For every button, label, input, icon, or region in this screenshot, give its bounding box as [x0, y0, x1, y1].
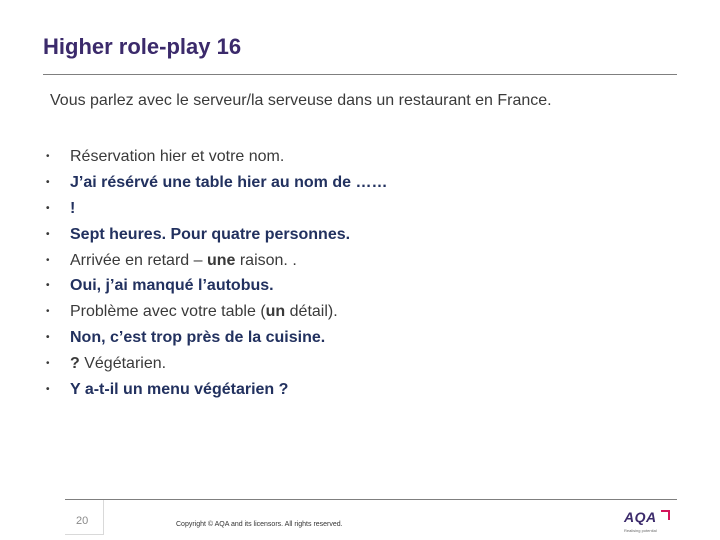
- bullet-item: [40, 299, 387, 325]
- bullet-item: [40, 222, 387, 248]
- intro-text: Vous parlez avec le serveur/la serveuse dans un restaurant en France.: [50, 92, 552, 109]
- bullet-text: J’ai résérvé une table hier au nom de ……: [70, 173, 388, 191]
- bullet-dot-icon: •: [46, 254, 50, 266]
- bullet-text-tail: détail).: [285, 303, 338, 321]
- copyright-notice: Copyright © AQA and its licensors. All rights reserved.: [176, 521, 343, 528]
- page-number: 20: [76, 515, 89, 527]
- title-divider: [43, 74, 677, 75]
- bullet-text: Oui, j’ai manqué l’autobus.: [70, 277, 274, 295]
- bullet-list: [40, 144, 387, 403]
- bullet-dot-icon: •: [46, 384, 50, 396]
- logo-text: AQA: [624, 509, 657, 525]
- bullet-item: [40, 170, 387, 196]
- bullet-dot-icon: •: [46, 228, 50, 240]
- bullet-dot-icon: •: [46, 332, 50, 344]
- bullet-text-tail: Végétarien.: [79, 355, 167, 373]
- logo-mark-icon: [661, 510, 670, 520]
- bullet-emphasis: une: [206, 251, 236, 269]
- bullet-text: Sept heures. Pour quatre personnes.: [70, 225, 351, 243]
- bullet-item: [40, 248, 387, 274]
- slide-title: Higher role-play 16: [43, 34, 242, 59]
- bullet-text: Arrivée en retard –: [70, 251, 207, 269]
- bullet-dot-icon: •: [46, 358, 50, 370]
- bullet-text: Problème avec votre table (: [70, 303, 266, 321]
- bullet-item: [40, 351, 387, 377]
- bullet-emphasis: un: [265, 303, 286, 321]
- bullet-dot-icon: •: [46, 151, 50, 162]
- bullet-text: !: [70, 199, 76, 217]
- bullet-text: Y a-t-il un menu végétarien ?: [70, 381, 289, 399]
- bullet-emphasis: ?: [70, 355, 80, 373]
- bullet-text: Réservation hier et votre nom.: [70, 148, 285, 165]
- footer-divider: [65, 499, 677, 500]
- bullet-text-tail: raison. .: [235, 251, 297, 269]
- aqa-logo: [624, 509, 672, 535]
- bullet-item: [40, 144, 387, 170]
- bullet-dot-icon: •: [46, 176, 50, 188]
- bullet-text: Non, c’est trop près de la cuisine.: [70, 329, 326, 347]
- bullet-dot-icon: •: [46, 306, 50, 318]
- bullet-dot-icon: •: [46, 202, 50, 214]
- bullet-item: [40, 273, 387, 299]
- bullet-dot-icon: •: [46, 280, 50, 292]
- bullet-item: [40, 325, 387, 351]
- bullet-item: [40, 377, 387, 403]
- bullet-item: [40, 196, 387, 222]
- logo-subtext: Realising potential: [624, 528, 657, 533]
